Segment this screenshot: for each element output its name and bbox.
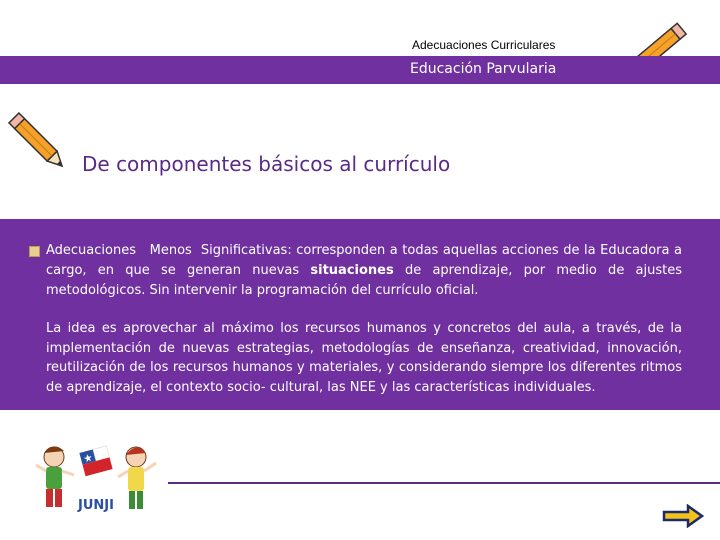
definition-text-a: corresponden a todas aquellas acciones de la Educadora a cargo, en que se generan nuevas	[46, 243, 682, 278]
bottom-divider	[168, 482, 720, 484]
definition-text-b: de aprendizaje, por medio de ajustes metodológicos. Sin intervenir la programación del currículo oficial.	[46, 263, 682, 298]
band-title: Educación Parvularia	[410, 61, 557, 77]
content-panel	[0, 219, 720, 410]
junji-logo	[34, 437, 160, 517]
pencil-icon	[2, 104, 74, 180]
definition-term: Adecuaciones Menos Significativas:	[46, 243, 292, 258]
header-subtitle: Adecuaciones Curriculares	[412, 38, 556, 52]
next-slide-button[interactable]	[662, 504, 704, 528]
title-band	[0, 56, 720, 84]
paragraph-idea: La idea es aprovechar al máximo los recursos humanos y concretos del aula, a través, de la implementación de nuevas estrategias, metodologías de enseñanza, creatividad, innovación, reutilización de los recursos humanos y materiales, y considerando siempre los diferentes ritmos de aprendizaje, el contexto socio- cultural, las NEE y las características individuales.	[46, 321, 682, 395]
logo-text: JUNJI	[78, 498, 114, 513]
bullet-icon	[29, 246, 40, 257]
paragraph-definition	[46, 241, 682, 301]
arrow-right-icon	[664, 506, 702, 526]
slide-title: De componentes básicos al currículo	[82, 152, 451, 176]
definition-emphasis: situaciones	[310, 263, 394, 278]
